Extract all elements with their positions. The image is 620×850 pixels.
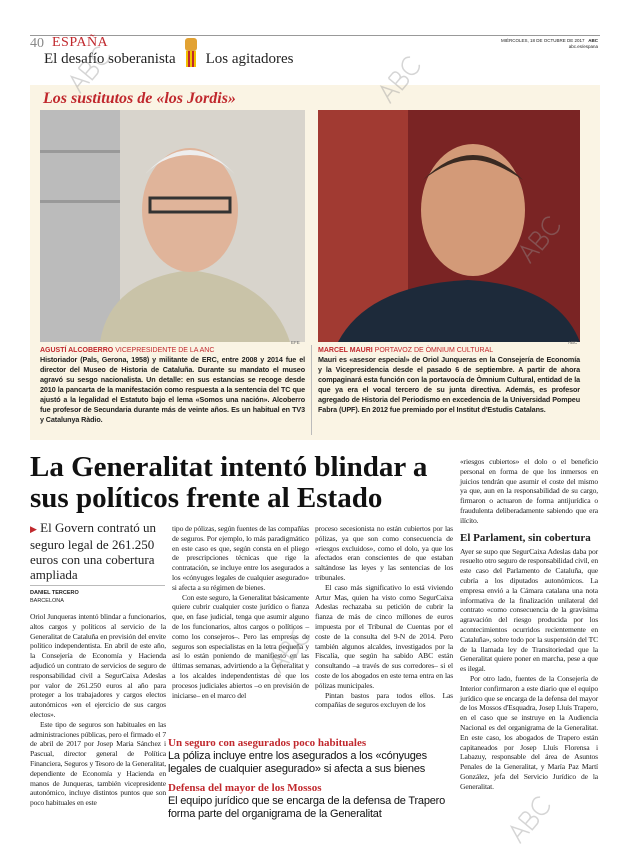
- profile-text: Historiador (Pals, Gerona, 1958) y militante de ERC, entre 2008 y 2014 fue el director del Museo de Historia de Cataluña. Durante su mandato el museo agravó su sesgo nacionalista. Un detalle: en sus estancias se recoge desde 2010 la pancarta de la manifestación como respuesta a la sentencia del TC que ajustó a la legalidad el Estatuto bajo el lema «Somos una nación». Alcoberro fue profesor de Secundaria durante más de veinte años. Es un habitual en TV3 y Catalunya Ràdio.: [40, 355, 305, 424]
- column-divider: [311, 345, 312, 435]
- highlight-2: Defensa del mayor de los Mossos El equipo jurídico que se encarga de la defensa de Trapero forma parte del organigrama de la Generalitat: [168, 782, 446, 820]
- photo-credit: ABC: [568, 340, 578, 345]
- article-column-1: Oriol Junqueras intentó blindar a funcionarios, altos cargos y políticos al servicio de la Generalitat de Cataluña en previsión del envite político independentista. En abril de este año, la Consejería de Economía y Hacienda adjudicó un contrato de servicios de seguro de responsabilidad civil a SegurCaixa Adeslas por valor de 261.250 euros al año para proteger a los trabajadores y cargos electos autonómicos «en el ejercicio de sus cargos electos». Este tipo de seguros son habituales en las administraciones públicas, pero el firmado el 7 de abril de 2017 por Josep Maria Sánchez i Pascual, director general de Política Financiera, Seguros y Tesoro de la Generalitat, dependiente de Economía y Hacienda en manos de Junqueras, también vicepresidente autonómico, incluye distintos puntos que son poco habituales en este: [30, 612, 166, 808]
- highlight-1: Un seguro con asegurados poco habituales La póliza incluye entre los asegurados a los «cónyuges legales de cualquier asegurado» si afecta a sus bienes: [168, 737, 427, 775]
- profile-name: MARCEL MAURI: [318, 347, 373, 354]
- raised-fist-icon: [182, 36, 200, 68]
- profile-name: AGUSTÍ ALCOBERRO: [40, 347, 114, 354]
- portrait-image: [318, 110, 580, 342]
- profile-role: PORTAVOZ DE ÒMNIUM CULTURAL: [374, 347, 494, 354]
- article-column-3: proceso secesionista no están cubiertos por las pólizas, ya que son como consecuencia de «riesgos excluidos», como el dolo, ya que los afectados eran conscientes de que estaban saltándose las leyes y las sentencias de los tribunales. El caso más significativo lo está viviendo Artur Mas, quien ha visto como SegurCaixa Adeslas rechazaba su petición de cubrir la fianza de más de cinco millones de euros impuesta por el Tribunal de Cuentas por el coste de la consulta del 9-N de 2014. Pero también algunos alcaldes, investigados por la Fiscalía, que según ha sabido ABC están consultando –a través de sus corredores– si el coste de los abogados en este tema entra en las pólizas municipales. Pintan bastos para todos ellos. Las compañías de seguros excluyen de los: [315, 524, 453, 710]
- article-column-4: «riesgos cubiertos» el dolo o el beneficio personal en forma de que los inmersos en juicios tendrán que asumir el coste del mismo ya que, aun en la responsabilidad de su cargo, firmaron o actuaron de forma antijurídica o fraudulenta deliberadamente sabiendo que era ilícito. El Parlament, sin cobertura Ayer se supo que SegurCaixa Adeslas daba por resuelto otro seguro de responsabilidad civil, en este caso del Parlamento de Cataluña, que cubría a los diputados autonómicos. La empresa envió a la Cámara catalana una nota informativa de la finalización unilateral del contrato «como consecuencia de la gravísima agravación del riesgo producida por los acontecimientos ocurridos recientemente en Cataluña», sobre todo por la suspensión del TC de la llamada ley de Transitoriedad que la Generalitat quiere poner en marcha, pese a que es ilegal. Por otro lado, fuentes de la Consejería de Interior confirmaron a este diario que el equipo jurídico que se encarga de la defensa del mayor de los Mossos d'Esquadra, Josep Lluís Trapero, en el caso que se instruye en la Audiencia Nacional es del organigrama de la Generalitat. En este caso, los abogados de Trapero están capitaneados por Josep Lluís Florensa i Labazuy, responsable del área de Asuntos Penales de la Generalitat, y María Paz Martí González, jefa del Servicio Jurídico de la Generalitat.: [460, 457, 598, 791]
- kicker-topic: Los agitadores: [205, 51, 294, 67]
- caption-mauri: [318, 346, 580, 415]
- kicker-row: [44, 36, 294, 68]
- profile-text: Mauri es «asesor especial» de Oriol Junqueras en la Consejería de Economía y la Vicepresidencia desde el pasado 6 de septiembre. A partir de ahora compaginará esta función con la portavocía de Òmnium Cultural, entidad de la que ya era el vocal tercero de su junta directiva. Además, es profesor agregado de Historia del Periodismo en excedencia de la Universidad Pompeu Fabra (UPF). En 2012 fue premiado por el Institut d'Estudis Catalans.: [318, 355, 580, 414]
- byline-rule: [30, 585, 165, 586]
- section-heading: El Parlament, sin cobertura: [460, 531, 591, 544]
- byline: DANIEL TERCERO BARCELONA: [30, 590, 79, 604]
- portrait-image: [40, 110, 305, 342]
- photo-alcoberro: [40, 110, 305, 342]
- profile-role: VICEPRESIDENTE DE LA ANC: [115, 347, 215, 354]
- highlights: [168, 737, 454, 821]
- watermark-abc: [500, 790, 560, 850]
- article-column-2: tipo de pólizas, según fuentes de las compañías de seguros. Por ejemplo, lo más paradigmático en este caso es que, según consta en el pliego de prescripciones técnicas que rige la contratación, se incluye entre los asegurados a los «cónyuges legales de cualquier asegurado» si afecta a su régimen de bienes. Con este seguro, la Generalitat básicamente quiere cubrir cualquier coste jurídico o fianza que, en fase judicial, tenga que asumir alguno de los funcionarios, altos cargos o políticos –como los consejeros–. Pero las empresas de seguros son especialistas en la letra pequeña y así lo están poniendo de manifiesto en las últimas semanas, advirtiendo a la Generalitat y a los alcaldes independentistas de que los procesos judiciales abiertos –o en previsión de iniciarse– en el marco del: [172, 524, 309, 700]
- dateline: MIÉRCOLES, 18 DE OCTUBRE DE 2017 ABC abc.es/espana: [500, 38, 598, 49]
- photo-mauri: [318, 110, 580, 342]
- section-name: ESPAÑA: [52, 35, 109, 50]
- box-title: Los sustitutos de «los Jordis»: [43, 90, 236, 107]
- subheadline: ▶ El Govern contrató un seguro legal de 261.250 euros con una cobertura ampliada: [30, 520, 157, 582]
- page-number: 40: [30, 36, 44, 51]
- photo-credit: EFE: [291, 340, 300, 345]
- caption-alcoberro: [40, 346, 305, 425]
- kicker: El desafío soberanista: [44, 51, 176, 67]
- headline: La Generalitat intentó blindar a sus políticos frente al Estado: [30, 451, 428, 514]
- triangle-bullet-icon: ▶: [30, 524, 37, 534]
